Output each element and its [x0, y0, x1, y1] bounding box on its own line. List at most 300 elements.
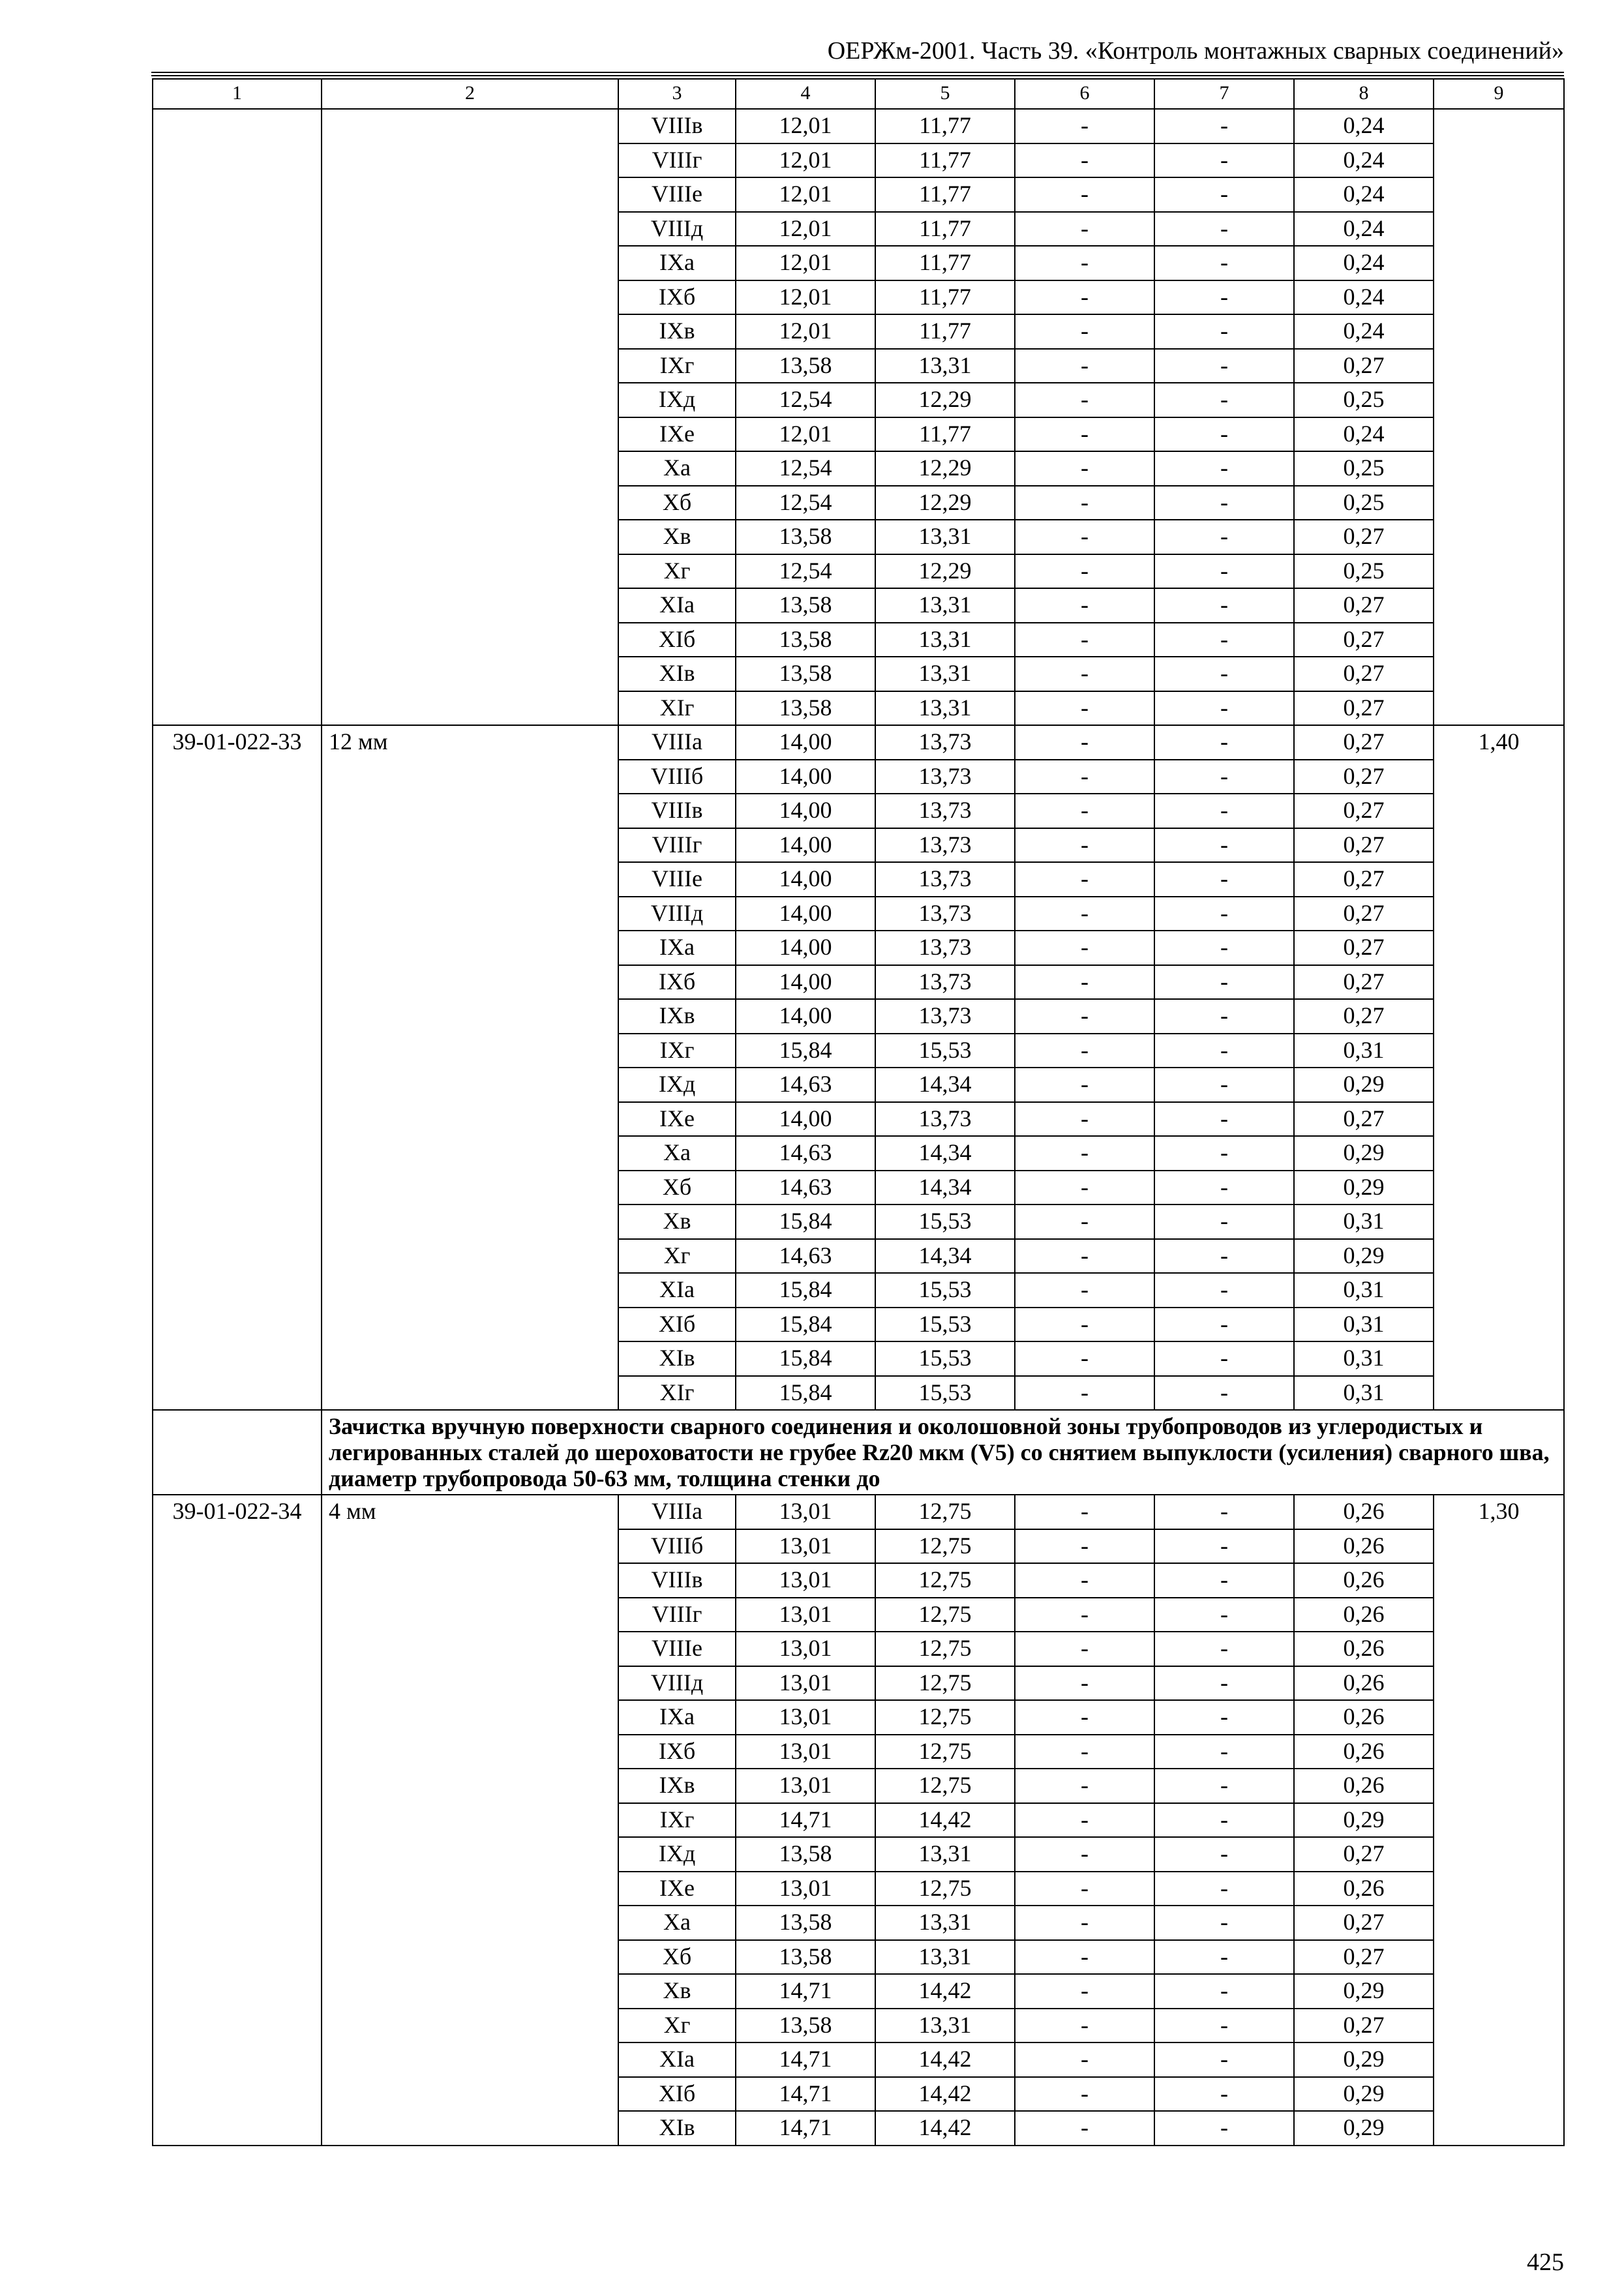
col7-value: - — [1154, 588, 1294, 623]
zone-class: XIа — [618, 1273, 736, 1308]
column-number-header: 2 — [322, 79, 618, 109]
zone-class: XIа — [618, 2042, 736, 2077]
col4-value: 13,58 — [736, 2009, 875, 2043]
col8-value: 0,31 — [1294, 1034, 1434, 1068]
col6-value: - — [1015, 897, 1154, 931]
col5-value: 12,75 — [875, 1666, 1015, 1701]
col7-value: - — [1154, 2042, 1294, 2077]
col5-value: 12,75 — [875, 1529, 1015, 1564]
col6-value: - — [1015, 1700, 1154, 1735]
col5-value: 13,73 — [875, 931, 1015, 965]
col7-value: - — [1154, 1769, 1294, 1803]
col7-value: - — [1154, 246, 1294, 280]
col5-value: 12,75 — [875, 1872, 1015, 1906]
col8-value: 0,27 — [1294, 828, 1434, 863]
col5-value: 12,29 — [875, 383, 1015, 417]
col7-value: - — [1154, 1837, 1294, 1872]
col4-value: 13,01 — [736, 1872, 875, 1906]
col7-value: - — [1154, 965, 1294, 1000]
zone-class: Xб — [618, 1171, 736, 1205]
col6-value: - — [1015, 623, 1154, 657]
col8-value: 0,24 — [1294, 143, 1434, 178]
col7-value: - — [1154, 2077, 1294, 2112]
col5-value: 14,42 — [875, 2042, 1015, 2077]
col4-value: 14,00 — [736, 794, 875, 828]
zone-class: IXв — [618, 1769, 736, 1803]
col6-value: - — [1015, 1598, 1154, 1632]
zone-class: IXа — [618, 1700, 736, 1735]
col8-value: 0,26 — [1294, 1632, 1434, 1666]
column-number-header: 5 — [875, 79, 1015, 109]
col8-value: 0,26 — [1294, 1769, 1434, 1803]
col5-value: 13,73 — [875, 1102, 1015, 1137]
col7-value: - — [1154, 2111, 1294, 2146]
col5-value: 11,77 — [875, 280, 1015, 315]
col6-value: - — [1015, 383, 1154, 417]
col4-value: 13,58 — [736, 623, 875, 657]
col4-value: 14,00 — [736, 828, 875, 863]
col4-value: 14,00 — [736, 1102, 875, 1137]
col8-value: 0,24 — [1294, 246, 1434, 280]
col4-value: 12,54 — [736, 383, 875, 417]
col4-value: 13,01 — [736, 1632, 875, 1666]
col8-value: 0,29 — [1294, 1136, 1434, 1171]
col5-value: 12,75 — [875, 1632, 1015, 1666]
col6-value: - — [1015, 725, 1154, 760]
col4-value: 13,58 — [736, 1837, 875, 1872]
zone-class: IXе — [618, 1102, 736, 1137]
col6-value: - — [1015, 1769, 1154, 1803]
col7-value: - — [1154, 1735, 1294, 1769]
col7-value: - — [1154, 1308, 1294, 1342]
col9-value — [1434, 109, 1564, 725]
col5-value: 15,53 — [875, 1341, 1015, 1376]
col6-value: - — [1015, 828, 1154, 863]
col7-value: - — [1154, 1495, 1294, 1529]
col5-value: 11,77 — [875, 417, 1015, 452]
col6-value: - — [1015, 1837, 1154, 1872]
col8-value: 0,31 — [1294, 1341, 1434, 1376]
col6-value: - — [1015, 999, 1154, 1034]
col8-value: 0,24 — [1294, 109, 1434, 143]
col5-value: 13,31 — [875, 1837, 1015, 1872]
col9-value: 1,40 — [1434, 725, 1564, 1410]
col6-value: - — [1015, 143, 1154, 178]
col8-value: 0,27 — [1294, 691, 1434, 726]
col8-value: 0,27 — [1294, 349, 1434, 383]
col5-value: 13,31 — [875, 623, 1015, 657]
col8-value: 0,27 — [1294, 520, 1434, 554]
column-number-header: 9 — [1434, 79, 1564, 109]
col7-value: - — [1154, 1204, 1294, 1239]
col8-value: 0,27 — [1294, 794, 1434, 828]
col7-value: - — [1154, 1171, 1294, 1205]
col6-value: - — [1015, 1102, 1154, 1137]
zone-class: IXа — [618, 246, 736, 280]
col6-value: - — [1015, 1034, 1154, 1068]
col6-value: - — [1015, 1632, 1154, 1666]
col8-value: 0,24 — [1294, 314, 1434, 349]
col6-value: - — [1015, 1136, 1154, 1171]
wall-thickness: 4 мм — [322, 1495, 618, 2146]
col4-value: 13,01 — [736, 1769, 875, 1803]
col4-value: 14,00 — [736, 999, 875, 1034]
col5-value: 14,34 — [875, 1068, 1015, 1102]
col6-value: - — [1015, 1204, 1154, 1239]
col7-value: - — [1154, 212, 1294, 247]
column-number-header: 4 — [736, 79, 875, 109]
zone-class: VIIIд — [618, 897, 736, 931]
col6-value: - — [1015, 1735, 1154, 1769]
zone-class: VIIIг — [618, 828, 736, 863]
col7-value: - — [1154, 554, 1294, 589]
col8-value: 0,31 — [1294, 1273, 1434, 1308]
col8-value: 0,29 — [1294, 2077, 1434, 2112]
col8-value: 0,27 — [1294, 657, 1434, 691]
col7-value: - — [1154, 1068, 1294, 1102]
zone-class: XIг — [618, 1376, 736, 1411]
table-row — [153, 725, 1564, 760]
col5-value: 14,34 — [875, 1171, 1015, 1205]
col5-value: 14,34 — [875, 1239, 1015, 1274]
col5-value: 12,75 — [875, 1598, 1015, 1632]
col6-value: - — [1015, 554, 1154, 589]
col5-value: 12,29 — [875, 486, 1015, 520]
col6-value: - — [1015, 1239, 1154, 1274]
col6-value: - — [1015, 931, 1154, 965]
col4-value: 15,84 — [736, 1376, 875, 1411]
col5-value: 15,53 — [875, 1376, 1015, 1411]
col8-value: 0,27 — [1294, 588, 1434, 623]
col8-value: 0,27 — [1294, 760, 1434, 794]
col6-value: - — [1015, 691, 1154, 726]
zone-class: XIв — [618, 2111, 736, 2146]
col6-value: - — [1015, 520, 1154, 554]
col5-value: 13,31 — [875, 1906, 1015, 1940]
col7-value: - — [1154, 1341, 1294, 1376]
col8-value: 0,27 — [1294, 897, 1434, 931]
col5-value: 15,53 — [875, 1308, 1015, 1342]
col8-value: 0,25 — [1294, 554, 1434, 589]
col7-value: - — [1154, 1974, 1294, 2009]
col6-value: - — [1015, 1906, 1154, 1940]
zone-class: VIIIг — [618, 1598, 736, 1632]
col4-value: 13,58 — [736, 1906, 875, 1940]
col4-value: 14,00 — [736, 931, 875, 965]
col7-value: - — [1154, 314, 1294, 349]
col8-value: 0,26 — [1294, 1700, 1434, 1735]
col7-value: - — [1154, 657, 1294, 691]
col6-value: - — [1015, 760, 1154, 794]
col8-value: 0,29 — [1294, 1974, 1434, 2009]
col5-value: 14,42 — [875, 2077, 1015, 2112]
col5-value: 13,31 — [875, 657, 1015, 691]
column-number-header: 7 — [1154, 79, 1294, 109]
col4-value: 13,58 — [736, 657, 875, 691]
zone-class: VIIIе — [618, 862, 736, 897]
col8-value: 0,25 — [1294, 383, 1434, 417]
col8-value: 0,27 — [1294, 2009, 1434, 2043]
zone-class: VIIIб — [618, 760, 736, 794]
col5-value: 12,29 — [875, 451, 1015, 486]
col6-value: - — [1015, 349, 1154, 383]
col5-value: 13,31 — [875, 691, 1015, 726]
col7-value: - — [1154, 143, 1294, 178]
zone-class: XIв — [618, 657, 736, 691]
col4-value: 15,84 — [736, 1341, 875, 1376]
col6-value: - — [1015, 280, 1154, 315]
col6-value: - — [1015, 657, 1154, 691]
table-row — [153, 109, 1564, 143]
col7-value: - — [1154, 1034, 1294, 1068]
col4-value: 13,58 — [736, 349, 875, 383]
col8-value: 0,29 — [1294, 2111, 1434, 2146]
col8-value: 0,27 — [1294, 965, 1434, 1000]
col8-value: 0,26 — [1294, 1495, 1434, 1529]
zone-class: IXб — [618, 1735, 736, 1769]
col7-value: - — [1154, 862, 1294, 897]
col6-value: - — [1015, 1563, 1154, 1598]
column-number-header: 6 — [1015, 79, 1154, 109]
col4-value: 14,00 — [736, 862, 875, 897]
header-rule — [151, 72, 1564, 73]
col6-value: - — [1015, 1974, 1154, 2009]
col5-value: 11,77 — [875, 177, 1015, 212]
col4-value: 13,01 — [736, 1700, 875, 1735]
col6-value: - — [1015, 2042, 1154, 2077]
col8-value: 0,27 — [1294, 1940, 1434, 1975]
zone-class: VIIIе — [618, 1632, 736, 1666]
col4-value: 13,01 — [736, 1563, 875, 1598]
col5-value: 15,53 — [875, 1204, 1015, 1239]
col6-value: - — [1015, 486, 1154, 520]
col4-value: 13,01 — [736, 1666, 875, 1701]
col4-value: 13,01 — [736, 1529, 875, 1564]
col6-value: - — [1015, 1273, 1154, 1308]
col5-value: 13,31 — [875, 2009, 1015, 2043]
col8-value: 0,29 — [1294, 1171, 1434, 1205]
col7-value: - — [1154, 109, 1294, 143]
col8-value: 0,29 — [1294, 1803, 1434, 1838]
zone-class: IXб — [618, 280, 736, 315]
rate-code: 39-01-022-33 — [153, 725, 322, 1410]
col5-value: 13,73 — [875, 999, 1015, 1034]
zone-class: IXд — [618, 1068, 736, 1102]
col4-value: 15,84 — [736, 1273, 875, 1308]
col7-value: - — [1154, 1632, 1294, 1666]
zone-class: Xб — [618, 486, 736, 520]
zone-class: VIIIв — [618, 1563, 736, 1598]
zone-class: Xа — [618, 1136, 736, 1171]
col7-value: - — [1154, 1872, 1294, 1906]
col4-value: 12,01 — [736, 143, 875, 178]
col4-value: 12,01 — [736, 314, 875, 349]
rate-code — [153, 109, 322, 725]
header-rule-2 — [151, 75, 1564, 76]
zone-class: VIIIд — [618, 1666, 736, 1701]
col5-value: 11,77 — [875, 246, 1015, 280]
page-number: 425 — [1527, 2249, 1564, 2276]
col6-value: - — [1015, 1529, 1154, 1564]
col7-value: - — [1154, 1136, 1294, 1171]
col6-value: - — [1015, 451, 1154, 486]
col4-value: 12,01 — [736, 109, 875, 143]
zone-class: VIIIг — [618, 143, 736, 178]
col7-value: - — [1154, 177, 1294, 212]
col4-value: 14,63 — [736, 1171, 875, 1205]
wall-thickness: 12 мм — [322, 725, 618, 1410]
col6-value: - — [1015, 177, 1154, 212]
col5-value: 15,53 — [875, 1273, 1015, 1308]
col6-value: - — [1015, 1666, 1154, 1701]
col4-value: 13,58 — [736, 520, 875, 554]
col6-value: - — [1015, 1376, 1154, 1411]
col4-value: 12,01 — [736, 177, 875, 212]
column-number-header: 3 — [618, 79, 736, 109]
col8-value: 0,27 — [1294, 1837, 1434, 1872]
zone-class: VIIIа — [618, 1495, 736, 1529]
col4-value: 13,58 — [736, 691, 875, 726]
col5-value: 12,75 — [875, 1700, 1015, 1735]
col4-value: 14,71 — [736, 2077, 875, 2112]
col6-value: - — [1015, 417, 1154, 452]
rates-table — [152, 78, 1565, 2146]
col4-value: 13,58 — [736, 1940, 875, 1975]
col8-value: 0,26 — [1294, 1735, 1434, 1769]
col6-value: - — [1015, 1068, 1154, 1102]
col8-value: 0,29 — [1294, 1068, 1434, 1102]
col6-value: - — [1015, 1940, 1154, 1975]
col4-value: 12,01 — [736, 417, 875, 452]
col5-value: 15,53 — [875, 1034, 1015, 1068]
col5-value: 12,75 — [875, 1769, 1015, 1803]
col5-value: 12,75 — [875, 1563, 1015, 1598]
col8-value: 0,27 — [1294, 1906, 1434, 1940]
col4-value: 14,71 — [736, 1803, 875, 1838]
zone-class: IXб — [618, 965, 736, 1000]
col9-value: 1,30 — [1434, 1495, 1564, 2146]
col5-value: 13,73 — [875, 794, 1015, 828]
column-number-header: 8 — [1294, 79, 1434, 109]
page-header: ОЕРЖм-2001. Часть 39. «Контроль монтажных сварных соединений» — [827, 37, 1564, 65]
col7-value: - — [1154, 931, 1294, 965]
col7-value: - — [1154, 1239, 1294, 1274]
zone-class: IXг — [618, 1034, 736, 1068]
col7-value: - — [1154, 1700, 1294, 1735]
col4-value: 14,71 — [736, 2111, 875, 2146]
col7-value: - — [1154, 999, 1294, 1034]
col4-value: 14,00 — [736, 897, 875, 931]
col6-value: - — [1015, 246, 1154, 280]
zone-class: Xг — [618, 554, 736, 589]
rate-code: 39-01-022-34 — [153, 1495, 322, 2146]
col7-value: - — [1154, 623, 1294, 657]
col7-value: - — [1154, 828, 1294, 863]
col7-value: - — [1154, 1563, 1294, 1598]
col4-value: 14,00 — [736, 965, 875, 1000]
zone-class: VIIIд — [618, 212, 736, 247]
col6-value: - — [1015, 2009, 1154, 2043]
zone-class: VIIIе — [618, 177, 736, 212]
col4-value: 15,84 — [736, 1308, 875, 1342]
col6-value: - — [1015, 1171, 1154, 1205]
col5-value: 13,31 — [875, 1940, 1015, 1975]
zone-class: VIIIа — [618, 725, 736, 760]
col5-value: 13,73 — [875, 828, 1015, 863]
col5-value: 13,73 — [875, 760, 1015, 794]
col8-value: 0,31 — [1294, 1204, 1434, 1239]
zone-class: Xв — [618, 1204, 736, 1239]
col7-value: - — [1154, 1666, 1294, 1701]
col8-value: 0,27 — [1294, 999, 1434, 1034]
col8-value: 0,31 — [1294, 1308, 1434, 1342]
col8-value: 0,31 — [1294, 1376, 1434, 1411]
col8-value: 0,24 — [1294, 212, 1434, 247]
zone-class: IXв — [618, 314, 736, 349]
col7-value: - — [1154, 1906, 1294, 1940]
col7-value: - — [1154, 520, 1294, 554]
col6-value: - — [1015, 109, 1154, 143]
col4-value: 14,63 — [736, 1068, 875, 1102]
section-description-row — [153, 1410, 1564, 1495]
col6-value: - — [1015, 794, 1154, 828]
col7-value: - — [1154, 1598, 1294, 1632]
col5-value: 13,73 — [875, 862, 1015, 897]
col7-value: - — [1154, 1529, 1294, 1564]
col5-value: 14,42 — [875, 1803, 1015, 1838]
zone-class: IXа — [618, 931, 736, 965]
zone-class: IXв — [618, 999, 736, 1034]
col8-value: 0,24 — [1294, 177, 1434, 212]
col8-value: 0,25 — [1294, 451, 1434, 486]
col7-value: - — [1154, 1376, 1294, 1411]
col5-value: 14,42 — [875, 1974, 1015, 2009]
col5-value: 11,77 — [875, 109, 1015, 143]
zone-class: XIа — [618, 588, 736, 623]
col6-value: - — [1015, 2077, 1154, 2112]
col5-value: 12,75 — [875, 1735, 1015, 1769]
col5-value: 14,34 — [875, 1136, 1015, 1171]
col8-value: 0,26 — [1294, 1529, 1434, 1564]
zone-class: Xб — [618, 1940, 736, 1975]
col8-value: 0,26 — [1294, 1666, 1434, 1701]
table-row — [153, 1495, 1564, 1529]
col4-value: 12,01 — [736, 280, 875, 315]
col4-value: 14,71 — [736, 1974, 875, 2009]
zone-class: IXе — [618, 1872, 736, 1906]
col4-value: 13,58 — [736, 588, 875, 623]
col5-value: 11,77 — [875, 212, 1015, 247]
col4-value: 14,00 — [736, 725, 875, 760]
col4-value: 13,01 — [736, 1495, 875, 1529]
zone-class: XIв — [618, 1341, 736, 1376]
zone-class: Xг — [618, 1239, 736, 1274]
col5-value: 11,77 — [875, 143, 1015, 178]
col4-value: 13,01 — [736, 1735, 875, 1769]
col6-value: - — [1015, 1872, 1154, 1906]
zone-class: IXг — [618, 1803, 736, 1838]
col6-value: - — [1015, 965, 1154, 1000]
col8-value: 0,29 — [1294, 1239, 1434, 1274]
col5-value: 12,29 — [875, 554, 1015, 589]
col7-value: - — [1154, 1273, 1294, 1308]
col4-value: 12,54 — [736, 486, 875, 520]
col7-value: - — [1154, 794, 1294, 828]
col4-value: 15,84 — [736, 1204, 875, 1239]
col8-value: 0,26 — [1294, 1872, 1434, 1906]
zone-class: XIб — [618, 623, 736, 657]
wall-thickness — [322, 109, 618, 725]
